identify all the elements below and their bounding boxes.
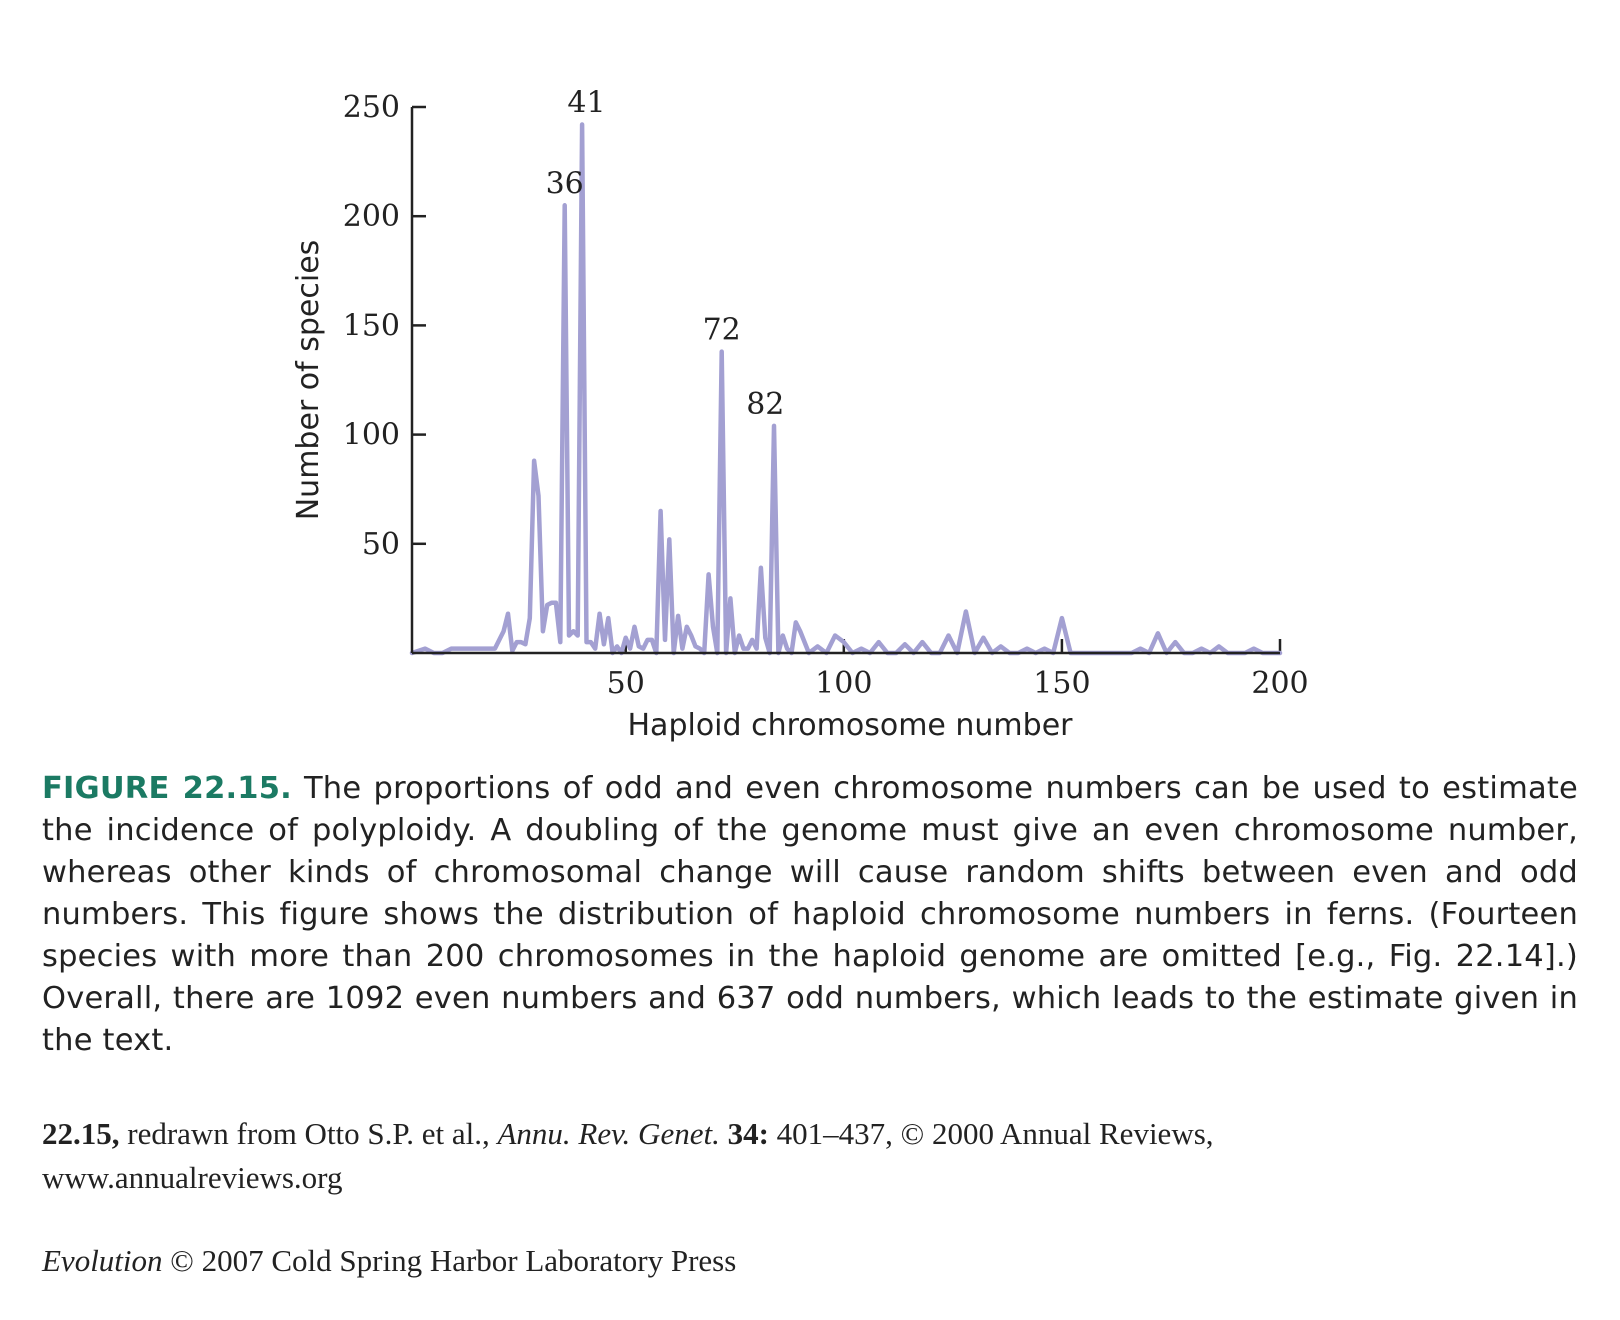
x-tick-label: 100	[815, 666, 873, 701]
footer-title: Evolution	[42, 1243, 163, 1278]
credit-text-before: redrawn from Otto S.P. et al.,	[119, 1116, 498, 1151]
peak-label: 82	[746, 386, 785, 422]
credit-url: www.annualreviews.org	[42, 1160, 343, 1195]
figure-caption-text: The proportions of odd and even chromosome numbers can be used to estimate the incidence of polyploidy. A doubling of the genome must give an even chromosome number, whereas other kinds of chromosomal change will cause random shifts between even and odd numbers. This figure shows the distribution of haploid chromosome numbers in ferns. (Fourteen species with more than 200 chromosomes in the haploid genome are omitted [e.g., Fig. 22.14].) Overall, there are 1092 even numbers and 637 odd numbers, which leads to the estimate given in the text.	[42, 771, 1578, 1058]
credit-text-after: 401–437, © 2000 Annual Reviews,	[768, 1116, 1214, 1151]
figure-credit	[42, 1112, 1582, 1200]
peak-label: 36	[545, 166, 584, 202]
species-count-series-line	[412, 125, 1280, 654]
peak-label: 72	[702, 312, 741, 348]
y-tick-label: 50	[361, 526, 400, 562]
x-tick-label: 200	[1251, 666, 1309, 701]
y-axis-ticks	[343, 90, 426, 562]
book-copyright-footer	[42, 1243, 736, 1279]
footer-text: © 2007 Cold Spring Harbor Laboratory Press	[162, 1243, 737, 1278]
x-tick-label: 150	[1033, 666, 1091, 701]
figure-caption	[42, 768, 1578, 1062]
figure-caption-label: FIGURE 22.15.	[42, 771, 292, 806]
y-tick-label: 250	[342, 90, 400, 125]
y-tick-label: 200	[342, 199, 400, 235]
peak-label: 41	[567, 85, 606, 121]
x-tick-label: 50	[606, 666, 645, 701]
x-axis-title: Haploid chromosome number	[627, 708, 1073, 743]
credit-figure-ref: 22.15,	[42, 1116, 120, 1151]
credit-journal: Annu. Rev. Genet.	[497, 1116, 720, 1151]
credit-volume: 34:	[719, 1116, 769, 1151]
y-axis-title: Number of species	[291, 239, 326, 521]
y-tick-label: 150	[342, 308, 400, 344]
y-tick-label: 100	[342, 417, 400, 453]
